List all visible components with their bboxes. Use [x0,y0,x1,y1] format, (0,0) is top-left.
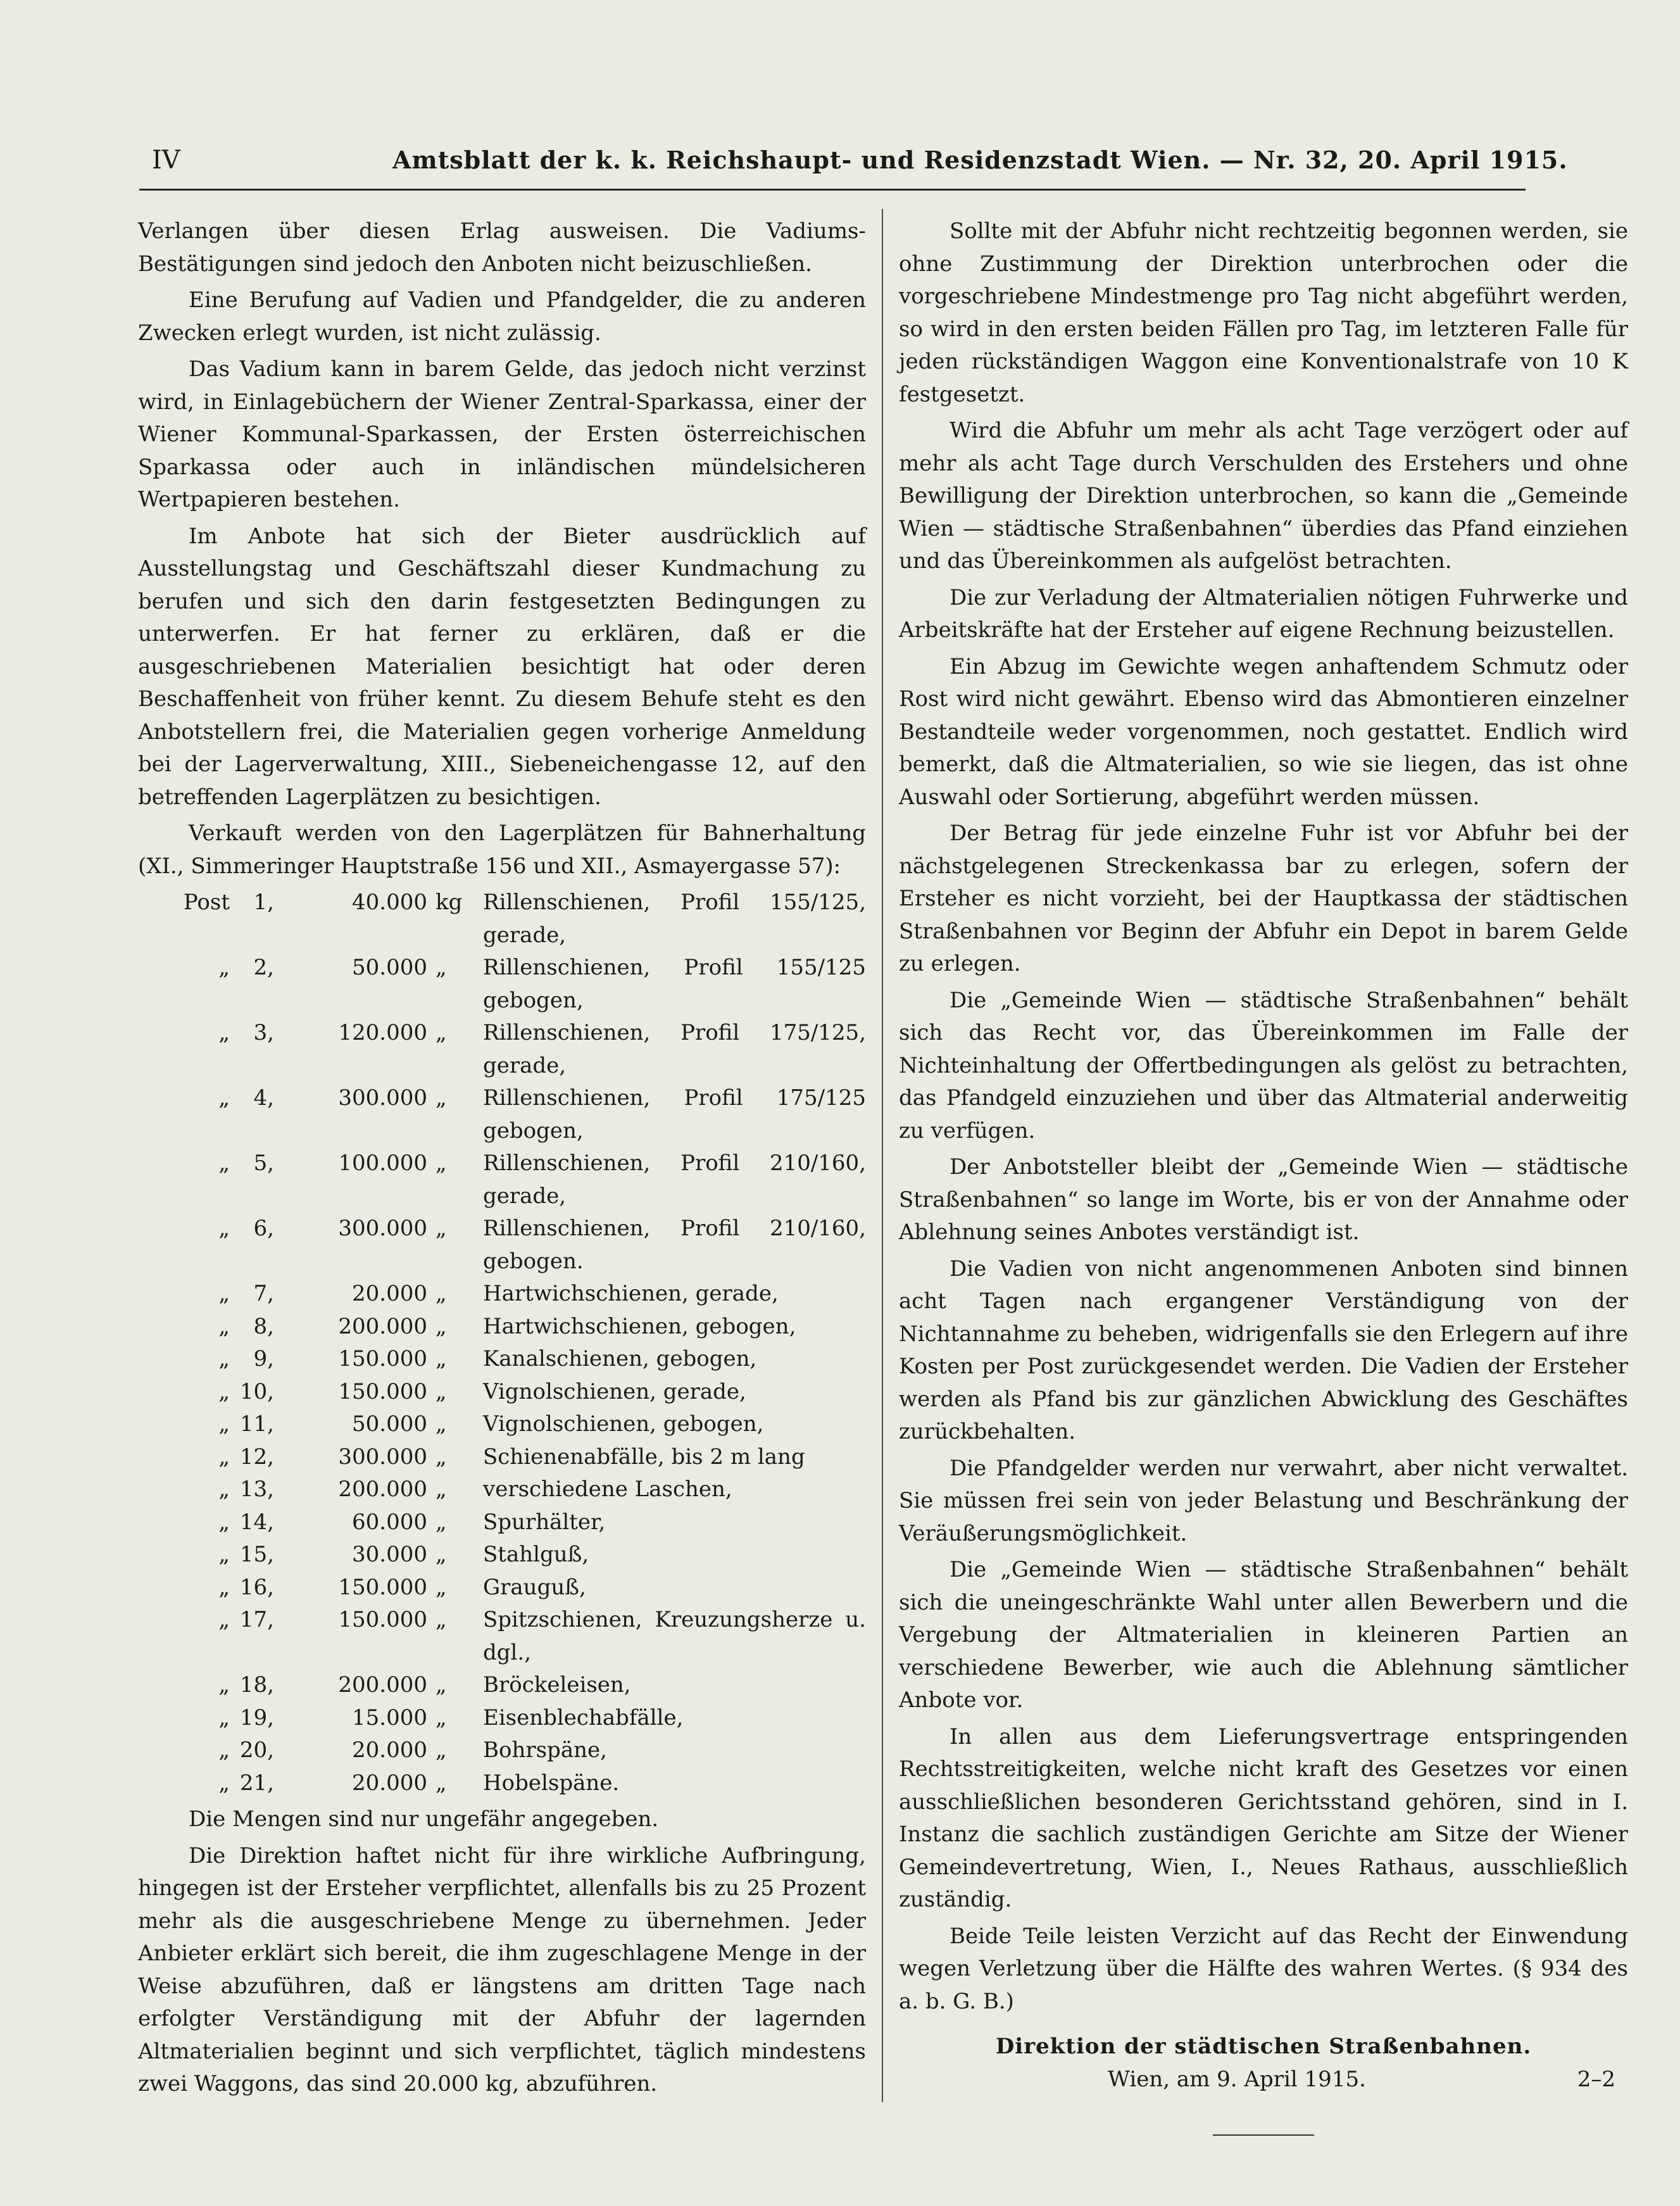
item-label: „ [218,1574,230,1600]
item-label: „ [218,1509,230,1535]
item-number: 9, [253,1346,274,1371]
paragraph: Die „Gemeinde Wien — städtische Straßenbahnen“ behält sich das Recht vor, das Übereinkommen im Falle der Nichteinhaltung der Offertbedingungen als gelöst zu betrachten, das Pfandgeld einzuziehen und über das Altmaterial anderweitig zu verfügen. [899,987,1628,1144]
item-quantity: 20.000 [352,1737,427,1763]
item-description: Vignolschienen, gebogen, [483,1411,764,1437]
paragraph: In allen aus dem Lieferungsvertrage entspringenden Rechtsstreitigkeiten, welche nicht kraft des Gesetzes vor einen ausschließlichen besonderen Gerichtsstand gehören, sind in I. Instanz die sachlich zuständigen Gerichte am Sitze der Wiener Gemeindevertretung, Wien, I., Neues Rathaus, ausschließlich zuständig. [899,1724,1628,1912]
item-description: Rillenschienen, Profil 210/160, gerade, [483,1150,866,1209]
item-unit: „ [436,1085,447,1111]
paragraph: Die Vadien von nicht angenommenen Anboten sind binnen acht Tagen nach ergangener Verständigung von der Nichtannahme zu beheben, widrigenfalls sie den Erlegern auf ihre Kosten per Post zurückgesendet werden. Die Vadien der Ersteher werden als Pfand bis zur gänzlichen Abwicklung des Geschäftes zurückbehalten. [899,1256,1628,1444]
item-description: Spitzschienen, Kreuzungsherze u. dgl., [483,1607,866,1665]
item-quantity: 200.000 [338,1477,427,1502]
item-label: „ [218,1346,230,1371]
item-number: 7, [253,1281,274,1306]
item-unit: „ [436,1378,447,1404]
materials-list [138,886,866,1799]
item-unit: „ [436,1020,447,1045]
item-quantity: 150.000 [338,1346,427,1371]
item-quantity: 300.000 [338,1444,427,1470]
item-description: Eisenblechabfälle, [483,1705,684,1730]
item-unit: „ [436,1607,447,1632]
item-description: Rillenschienen, Profil 155/125, gerade, [483,890,866,948]
paragraph: Die „Gemeinde Wien — städtische Straßenbahnen“ behält sich die uneingeschränkte Wahl unter allen Bewerbern und die Vergebung der Altmaterialien in kleineren Partien an verschiedene Bewerber, wie auch die Ablehnung sämtlicher Anbote vor. [899,1557,1628,1713]
item-number: 6, [253,1216,274,1241]
list-item [138,1506,866,1539]
list-item [138,1376,866,1409]
item-description: Vignolschienen, gerade, [483,1378,746,1404]
list-item [138,1213,866,1278]
item-label: „ [218,1020,230,1045]
item-unit: „ [436,1313,447,1339]
item-quantity: 150.000 [338,1574,427,1600]
item-description: Schienenabfälle, bis 2 m lang [483,1444,805,1470]
item-description: Rillenschienen, Profil 175/125 gebogen, [483,1085,866,1144]
item-description: Kanalschienen, gebogen, [483,1346,757,1371]
closing-rule [1213,2134,1314,2136]
item-unit: „ [436,1281,447,1306]
item-description: Hobelspäne. [483,1770,620,1796]
list-item [138,1702,866,1735]
item-quantity: 60.000 [352,1509,427,1535]
item-label: „ [218,1737,230,1763]
item-unit: „ [436,1216,447,1241]
header-rule [139,189,1526,191]
item-quantity: 30.000 [352,1542,427,1567]
item-description: Grauguß, [483,1574,586,1600]
list-item [138,1572,866,1604]
item-quantity: 120.000 [338,1020,427,1045]
paragraph: Der Betrag für jede einzelne Fuhr ist vor Abfuhr bei der nächstgelegenen Streckenkassa bar zu erlegen, sofern der Ersteher es nicht vorzieht, bei der Hauptkassa der städtischen Straßenbahnen vor Beginn der Abfuhr ein Depot in barem Gelde zu erlegen. [899,821,1628,976]
list-item [138,1441,866,1474]
item-quantity: 20.000 [352,1281,427,1306]
paragraph: Eine Berufung auf Vadien und Pfandgelder, die zu anderen Zwecken erlegt wurden, ist nicht zulässig. [138,287,866,346]
item-label: „ [218,1281,230,1306]
paragraph: Wird die Abfuhr um mehr als acht Tage verzögert oder auf mehr als acht Tage durch Verschulden des Erstehers und ohne Bewilligung der Direktion unterbrochen, so kann die „Gemeinde Wien — städtische Straßenbahnen“ überdies das Pfand einziehen und das Übereinkommen als aufgelöst betrachten. [899,418,1628,574]
page-header [152,141,1568,185]
paragraph: Der Anbotsteller bleibt der „Gemeinde Wien — städtische Straßenbahnen“ so lange im Worte, bis er von der Annahme oder Ablehnung seines Anbotes verständigt ist. [899,1154,1628,1245]
item-unit: „ [436,1346,447,1371]
list-item [138,1278,866,1311]
item-quantity: 200.000 [338,1672,427,1698]
item-unit: „ [436,955,447,980]
item-label: „ [218,1705,230,1730]
item-quantity: 50.000 [352,955,427,980]
paragraph: Im Anbote hat sich der Bieter ausdrücklich auf Ausstellungstag und Geschäftszahl dieser Kundmachung zu berufen und sich den darin festgesetzten Bedingungen zu unterwerfen. Er hat ferner zu erklären, daß er die ausgeschriebenen Materialien besichtigt hat oder deren Beschaffenheit von früher kennt. Zu diesem Behufe steht es den Anbotstellern frei, die Materialien gegen vorherige Anmeldung bei der Lagerverwaltung, XIII., Siebeneichengasse 12, auf den betreffenden Lagerplätzen zu besichtigen. [138,523,866,810]
paragraph: Das Vadium kann in barem Gelde, das jedoch nicht verzinst wird, in Einlagebüchern der Wiener Zentral-Sparkassa, einer der Wiener Kommunal-Sparkassen, der Ersten österreichischen Sparkassa oder auch in inländischen mündelsicheren Wertpapieren bestehen. [138,356,866,512]
item-description: Stahlguß, [483,1542,589,1567]
paragraph: Die Mengen sind nur ungefähr angegeben. [189,1806,659,1832]
item-quantity: 150.000 [338,1607,427,1632]
item-number: 21, [239,1770,274,1796]
item-label: Post [183,890,230,915]
item-label: „ [218,1150,230,1176]
item-label: „ [218,1770,230,1796]
left-column [138,215,866,2105]
item-unit: „ [436,1672,447,1698]
item-unit: „ [436,1150,447,1176]
item-number: 11, [239,1411,274,1437]
list-item [138,1408,866,1441]
list-item [138,1311,866,1344]
item-number: 18, [239,1672,274,1698]
item-label: „ [218,1216,230,1241]
item-description: Rillenschienen, Profil 175/125, gerade, [483,1020,866,1078]
item-unit: „ [436,1737,447,1763]
item-quantity: 300.000 [338,1216,427,1241]
item-number: 5, [253,1150,274,1176]
list-item [138,1473,866,1506]
reference-number: 2–2 [1577,2066,1615,2092]
list-item [138,1017,866,1082]
item-quantity: 150.000 [338,1378,427,1404]
list-item [138,886,866,952]
item-description: Hartwichschienen, gebogen, [483,1313,796,1339]
item-description: Spurhälter, [483,1509,606,1535]
list-item [138,1343,866,1376]
item-label: „ [218,1378,230,1404]
paragraph: Ein Abzug im Gewichte wegen anhaftendem Schmutz oder Rost wird nicht gewährt. Ebenso wird das Abmontieren einzelner Bestandteile weder vorgenommen, noch gestattet. Endlich wird bemerkt, daß die Altmaterialien, so wie sie liegen, das ist ohne Auswahl oder Sortierung, abgeführt werden müssen. [899,653,1628,810]
item-number: 4, [253,1085,274,1111]
paragraph: Verlangen über diesen Erlag ausweisen. Die Vadiums-Bestätigungen sind jedoch den Anboten nicht beizuschließen. [138,218,866,277]
item-label: „ [218,1672,230,1698]
page-number: IV [152,146,180,175]
item-number: 13, [239,1477,274,1502]
item-description: Hartwichschienen, gerade, [483,1281,779,1306]
item-quantity: 15.000 [352,1705,427,1730]
item-quantity: 300.000 [338,1085,427,1111]
place-date: Wien, am 9. April 1915. [1108,2066,1366,2092]
item-unit: „ [436,1477,447,1502]
item-label: „ [218,1444,230,1470]
item-label: „ [218,1542,230,1567]
list-item [138,1147,866,1213]
item-description: verschiedene Laschen, [483,1477,732,1502]
item-label: „ [218,1607,230,1632]
list-item [138,1082,866,1147]
item-number: 2, [253,955,274,980]
list-item [138,1669,866,1702]
item-number: 10, [239,1378,274,1404]
item-number: 15, [239,1542,274,1567]
paragraph: Die zur Verladung der Altmaterialien nötigen Fuhrwerke und Arbeitskräfte hat der Ersteher auf eigene Rechnung beizustellen. [899,584,1628,643]
place-date-line [899,2064,1628,2096]
item-description: Rillenschienen, Profil 155/125 gebogen, [483,955,866,1013]
item-unit: „ [436,1509,447,1535]
item-unit: „ [436,1444,447,1470]
item-description: Bohrspäne, [483,1737,607,1763]
item-label: „ [218,955,230,980]
paragraph: Verkauft werden von den Lagerplätzen für Bahnerhaltung (XI., Simmeringer Hauptstraße 156 und XII., Asmayergasse 57): [138,821,866,879]
item-number: 20, [239,1737,274,1763]
item-unit: „ [436,1770,447,1796]
paragraph: Beide Teile leisten Verzicht auf das Recht der Einwendung wegen Verletzung über die Hälfte des wahren Wertes. (§ 934 des a. b. G. B.) [899,1923,1628,2014]
item-number: 17, [239,1607,274,1632]
header-title: Amtsblatt der k. k. Reichshaupt- und Residenzstadt Wien. — Nr. 32, 20. April 1915. [392,146,1568,174]
item-unit: kg [436,890,463,915]
item-label: „ [218,1313,230,1339]
item-quantity: 40.000 [352,890,427,915]
item-unit: „ [436,1574,447,1600]
item-number: 8, [253,1313,274,1339]
item-description: Rillenschienen, Profil 210/160, gebogen. [483,1216,866,1274]
item-unit: „ [436,1542,447,1567]
item-number: 14, [239,1509,274,1535]
item-number: 3, [253,1020,274,1045]
item-label: „ [218,1085,230,1111]
list-item [138,1734,866,1767]
list-item [138,1604,866,1669]
list-item [138,1539,866,1572]
list-item [138,952,866,1017]
paragraph: Sollte mit der Abfuhr nicht rechtzeitig begonnen werden, sie ohne Zustimmung der Direktion unterbrochen oder die vorgeschriebene Mindestmenge pro Tag nicht abgeführt werden, so wird in den ersten beiden Fällen pro Tag, im letzteren Falle für jeden rückständigen Waggon eine Konventionalstrafe von 10 K festgesetzt. [899,218,1628,407]
paragraph: Die Direktion haftet nicht für ihre wirkliche Aufbringung, hingegen ist der Ersteher verpflichtet, allenfalls bis zu 25 Prozent mehr als die ausgeschriebene Menge zu übernehmen. Jeder Anbieter erklärt sich bereit, die ihm zugeschlagene Menge in der Weise abzuführen, daß er längstens am dritten Tage nach erfolgter Verständigung mit der Abfuhr der lagernden Altmaterialien beginnt und sich verpflichtet, täglich mindestens zwei Waggons, das sind 20.000 kg, abzuführen. [138,1843,866,2096]
list-item [138,1767,866,1800]
item-number: 1, [253,890,274,915]
item-unit: „ [436,1411,447,1437]
item-label: „ [218,1477,230,1502]
item-quantity: 20.000 [352,1770,427,1796]
item-number: 19, [239,1705,274,1730]
right-column [899,215,1628,2136]
item-quantity: 100.000 [338,1150,427,1176]
column-divider [882,209,883,2102]
signature-authority: Direktion der städtischen Straßenbahnen. [995,2034,1532,2059]
item-number: 12, [239,1444,274,1470]
item-label: „ [218,1411,230,1437]
item-quantity: 50.000 [352,1411,427,1437]
paragraph: Die Pfandgelder werden nur verwahrt, aber nicht verwaltet. Sie müssen frei sein von jeder Belastung und Beschränkung der Veräußerungsmöglichkeit. [899,1455,1628,1546]
item-description: Bröckeleisen, [483,1672,631,1698]
item-quantity: 200.000 [338,1313,427,1339]
item-unit: „ [436,1705,447,1730]
item-number: 16, [239,1574,274,1600]
